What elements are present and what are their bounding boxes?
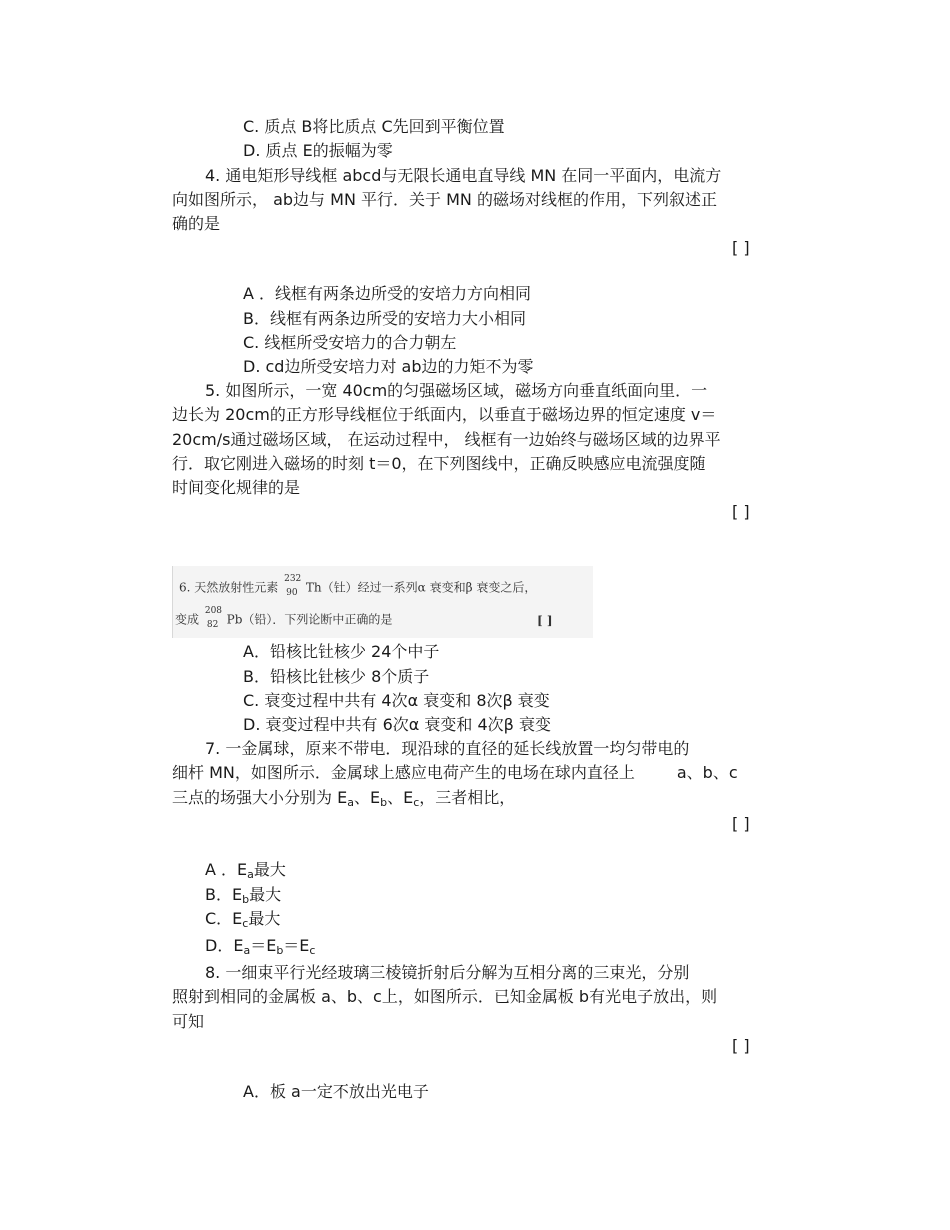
answer-bracket: [ ] — [732, 238, 750, 257]
option-label: B．E — [205, 885, 243, 904]
option-text: 最大 — [248, 909, 281, 928]
equals: ＝E — [250, 936, 277, 955]
subscript-a: a — [243, 944, 251, 957]
option-c: C. 质点 B将比质点 C先回到平衡位置 — [243, 117, 505, 136]
option-text: 最大 — [249, 885, 282, 904]
separator: 、E — [387, 788, 414, 807]
question-4-text: 4. 通电矩形导线框 abcd与无限长通电直导线 MN 在同一平面内，电流方 — [205, 166, 722, 185]
option-a: A．板 a一定不放出光电子 — [243, 1082, 429, 1101]
thorium-mass-number: 232 — [284, 574, 302, 584]
question-6-text: Th（钍）经过一系列α 衰变和β 衰变之后， — [305, 580, 537, 595]
subscript-c: c — [242, 917, 249, 930]
question-7-text-part: 三点的场强大小分别为 E — [172, 788, 348, 807]
option-b: B．铅核比钍核少 8个质子 — [243, 667, 430, 686]
question-5-text: 20cm/s通过磁场区域， 在运动过程中， 线框有一边始终与磁场区域的边界平 — [172, 430, 721, 449]
subscript-b: b — [242, 893, 250, 906]
question-6-scanned-image — [172, 566, 593, 638]
question-5-text: 行．取它刚进入磁场的时刻 t＝0，在下列图线中，正确反映感应电流强度随 — [172, 454, 706, 473]
option-c: C. 线框所受安培力的合力朝左 — [243, 333, 457, 352]
question-7-text: 7. 一金属球，原来不带电．现沿球的直径的延长线放置一均匀带电的 — [205, 739, 690, 758]
option-b — [205, 884, 281, 906]
subscript-a: a — [247, 868, 254, 881]
subscript-b: b — [380, 796, 388, 809]
lead-mass-number: 208 — [204, 606, 223, 616]
question-5-text: 时间变化规律的是 — [172, 478, 301, 497]
question-7-text-part: 细杆 MN，如图所示．金属球上感应电荷产生的电场在球内直径上 — [172, 763, 635, 782]
option-text: 最大 — [253, 860, 286, 879]
lead-nuclide-notation — [203, 606, 223, 630]
option-a: A．铅核比钍核少 24个中子 — [243, 642, 440, 661]
option-a — [205, 859, 286, 881]
question-8-text: 可知 — [172, 1012, 205, 1031]
question-4-text: 确的是 — [172, 214, 221, 233]
option-label: C．E — [205, 909, 243, 928]
separator: 、E — [353, 788, 381, 807]
question-8-text: 照射到相同的金属板 a、b、c上，如图所示．已知金属板 b有光电子放出，则 — [172, 987, 718, 1006]
answer-bracket: [ ] — [732, 502, 750, 521]
question-4-text: 向如图所示， ab边与 MN 平行．关于 MN 的磁场对线框的作用，下列叙述正 — [172, 190, 717, 209]
option-label: D．E — [205, 936, 244, 955]
option-a: A ．线框有两条边所受的安培力方向相同 — [243, 284, 532, 303]
thorium-atomic-number: 90 — [286, 588, 298, 598]
option-d: D. cd边所受安培力对 ab边的力矩不为零 — [243, 357, 534, 376]
option-d: D. 衰变过程中共有 6次α 衰变和 4次β 衰变 — [243, 715, 551, 734]
question-5-text: 5. 如图所示，一宽 40cm的匀强磁场区域，磁场方向垂直纸面向里．一 — [205, 381, 708, 400]
option-c — [205, 908, 280, 930]
question-6-line-2 — [175, 606, 393, 630]
option-d: D. 质点 E的振幅为零 — [243, 141, 393, 160]
option-b: B．线框有两条边所受的安培力大小相同 — [243, 309, 526, 328]
question-5-text: 边长为 20cm的正方形导线框位于纸面内，以垂直于磁场边界的恒定速度 v＝ — [172, 405, 717, 424]
option-c: C. 衰变过程中共有 4次α 衰变和 8次β 衰变 — [243, 691, 550, 710]
question-6-text: 变成 — [175, 612, 200, 627]
subscript-b: b — [276, 944, 284, 957]
question-7-text — [172, 762, 738, 784]
question-7-text-part: ，三者相比， — [419, 788, 516, 807]
question-7-text — [172, 787, 515, 809]
lead-atomic-number: 82 — [206, 620, 219, 630]
answer-bracket: [ ] — [537, 614, 553, 628]
question-8-text: 8. 一细束平行光经玻璃三棱镜折射后分解为互相分离的三束光，分别 — [205, 963, 690, 982]
question-6-line-1 — [179, 574, 537, 598]
equals: ＝E — [283, 936, 310, 955]
option-d — [205, 935, 315, 957]
question-6-text: 6. 天然放射性元素 — [179, 580, 279, 595]
point-labels: a、b、c — [676, 763, 738, 782]
answer-bracket: [ ] — [732, 1036, 750, 1055]
subscript-c: c — [309, 944, 316, 957]
thorium-nuclide-notation — [282, 574, 302, 598]
subscript-a: a — [347, 796, 354, 809]
question-6-text: Pb（铅）．下列论断中正确的是 — [226, 612, 393, 627]
answer-bracket: [ ] — [732, 814, 750, 833]
option-label: A ．E — [205, 860, 248, 879]
subscript-c: c — [413, 796, 420, 809]
